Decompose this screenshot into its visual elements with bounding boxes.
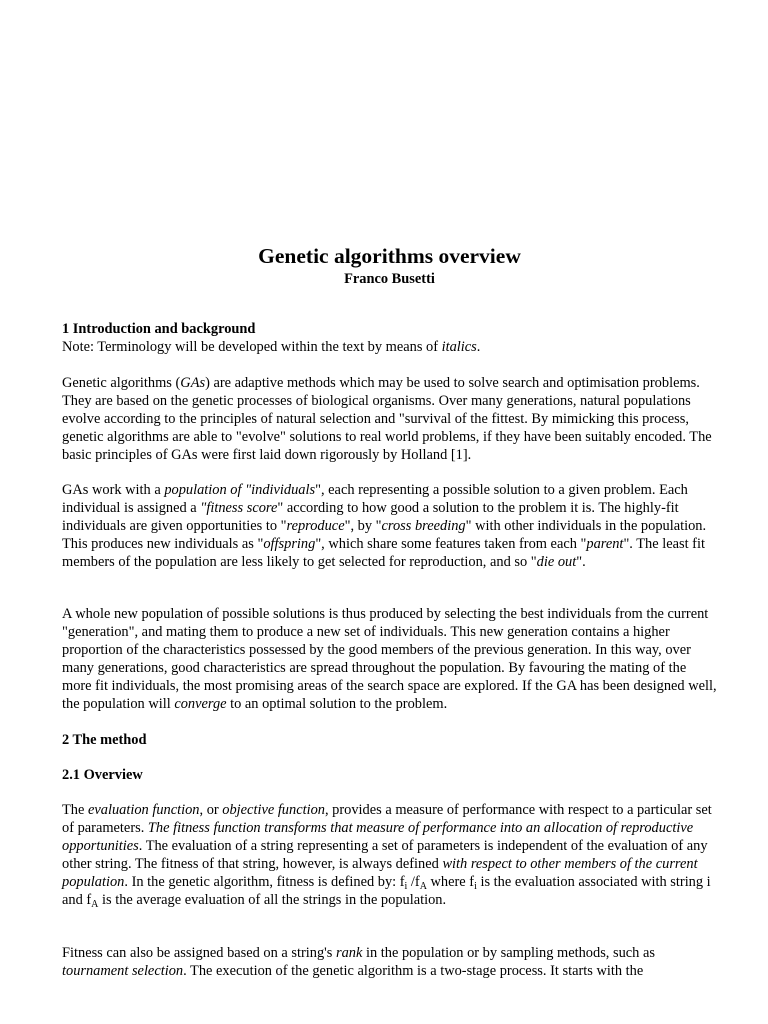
section-1-heading: 1 Introduction and background	[62, 321, 256, 337]
terminology-note: Note: Terminology will be developed within the text by means of italics.	[62, 339, 481, 355]
paragraph-evaluation-function: The evaluation function, or objective function, provides a measure of performance with respect to a particular set of parameters. The fitness function transforms that measure of performance into an allocation of reproductive opportunities. The evaluation of a string representing a set of parameters is independent of the evaluation of any other string. The fitness of that string, however, is always defined with respect to other members of the current population. In the genetic algorithm, fitness is defined by: $f_i$ $/f_A$ where $f_i$ is the evaluation associated with string i and $f_A$ is the average evaluation of all the strings in the population.	[62, 802, 712, 910]
section-2-1-heading: 2.1 Overview	[62, 767, 143, 783]
document-title: Genetic algorithms overview	[258, 244, 521, 268]
section-2-heading: 2 The method	[62, 732, 147, 748]
paragraph-ga-intro: Genetic algorithms (GAs) are adaptive methods which may be used to solve search and optimisation problems. They are based on the genetic processes of biological organisms. Over many generations, natural populations evolve according to the principles of natural selection and "survival of the fittest. By mimicking this process, genetic algorithms are able to "evolve" solutions to real world problems, if they have been suitably encoded. The basic principles of GAs were first laid down rigorously by Holland [1].	[62, 375, 712, 463]
paragraph-fitness-rank: Fitness can also be assigned based on a string's rank in the population or by sampling methods, such as tournament selection. The execution of the genetic algorithm is a two-stage process. It starts with the	[62, 945, 655, 979]
paragraph-generation: A whole new population of possible solutions is thus produced by selecting the best individuals from the current "generation", and mating them to produce a new set of individuals. This new generation contains a higher proportion of the characteristics possessed by the good members of the previous generation. In this way, over many generations, good characteristics are spread throughout the population. By favouring the mating of the more fit individuals, the most promising areas of the search space are explored. If the GA has been designed well, the population will converge to an optimal solution to the problem.	[62, 606, 717, 712]
paragraph-population: GAs work with a population of "individuals", each representing a possible solution to a given problem. Each individual is assigned a "fitness score" according to how good a solution to the problem it is. The highly-fit individuals are given opportunities to "reproduce", by "cross breeding" with other individuals in the population. This produces new individuals as "offspring", which share some features taken from each "parent". The least fit members of the population are less likely to get selected for reproduction, and so "die out".	[62, 482, 707, 570]
document-author: Franco Busetti	[344, 271, 435, 287]
